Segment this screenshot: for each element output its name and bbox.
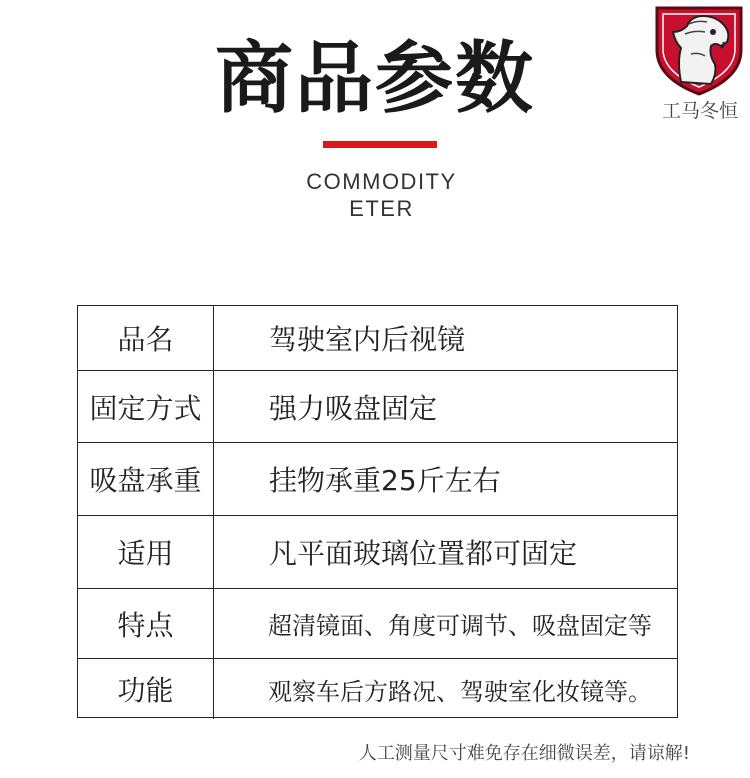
table-row [78,516,677,589]
subtitle-line-1: COMMODITY [306,169,457,194]
table-row [78,659,677,719]
logo-text: 工马冬恒 [661,100,738,122]
row-value: 凡平面玻璃位置都可固定 [269,537,578,570]
table-row [78,371,677,443]
table-row [78,443,677,516]
horse-head-shield-icon [651,2,747,96]
page-title: 商品参数 [214,34,535,124]
row-label: 功能 [78,659,214,719]
row-label: 适用 [78,516,214,588]
row-value: 观察车后方路况、驾驶室化妆镜等。 [268,677,652,706]
measurement-disclaimer: 人工测量尺寸难免存在细微误差，请谅解! [358,743,690,764]
row-label: 吸盘承重 [78,443,214,515]
row-value: 驾驶室内后视镜 [269,323,466,356]
row-value: 强力吸盘固定 [269,391,438,425]
row-label: 特点 [78,589,214,658]
title-accent-bar [323,141,437,148]
table-row [78,589,677,659]
row-label: 固定方式 [78,371,214,442]
row-value: 挂物承重25斤左右 [269,464,501,497]
spec-table [77,305,678,718]
brand-logo [650,2,748,122]
row-value: 超清镜面、角度可调节、吸盘固定等 [268,612,652,640]
table-row [78,306,677,371]
subtitle-line-2: ETER [349,196,414,221]
row-label: 品名 [78,306,214,370]
